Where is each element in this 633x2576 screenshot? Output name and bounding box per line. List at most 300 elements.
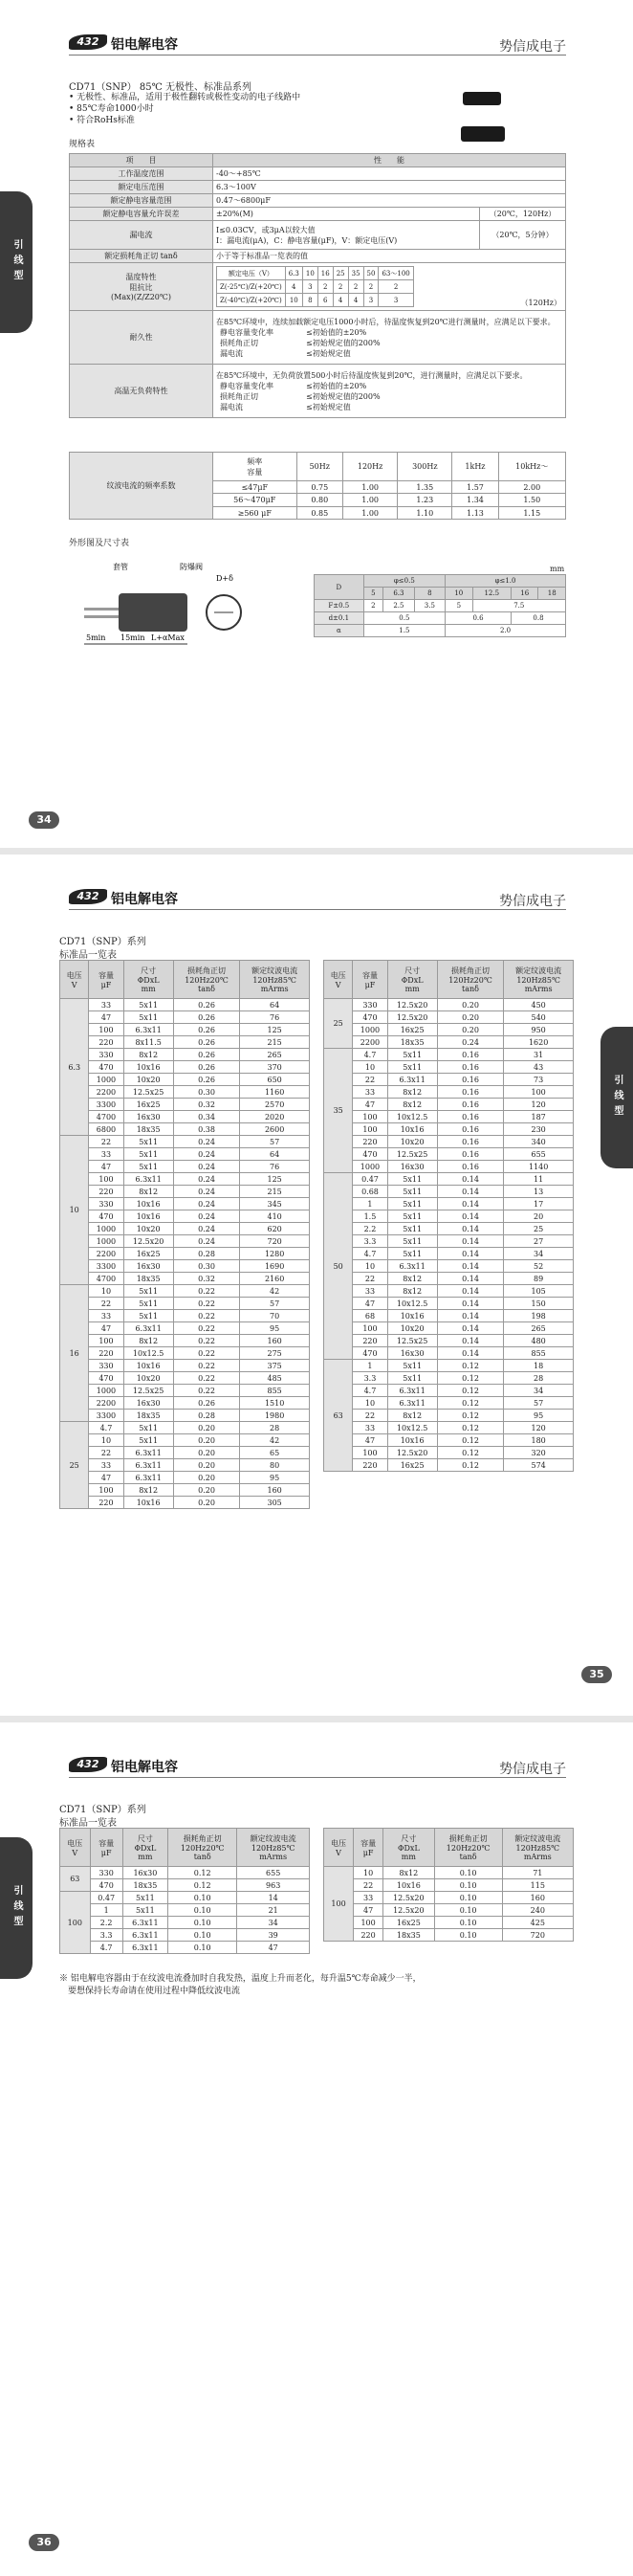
ripple-cell: 1.57 (452, 481, 498, 494)
table-cell: 265 (240, 1049, 310, 1061)
table-cell: 0.12 (437, 1459, 504, 1472)
table-cell: 0.16 (437, 1123, 504, 1136)
table-cell: 8x12 (383, 1867, 434, 1879)
table-cell: 470 (89, 1061, 123, 1074)
temp-cell: 4 (348, 294, 363, 307)
table-cell: 47 (354, 1904, 383, 1917)
table-cell: 2570 (240, 1099, 310, 1111)
table-row (324, 1086, 574, 1099)
table-cell: 0.20 (173, 1497, 240, 1509)
temp-cell (213, 263, 566, 311)
table-cell: 0.16 (437, 1148, 504, 1161)
dim-cell: d±0.1 (315, 612, 364, 625)
page-number: 34 (29, 811, 59, 829)
table-cell: 0.24 (173, 1198, 240, 1210)
table-row (60, 1223, 310, 1235)
table-cell: 160 (240, 1335, 310, 1347)
table-cell: 1980 (240, 1410, 310, 1422)
table-cell: 0.14 (437, 1186, 504, 1198)
dim-header: 12.5 (472, 588, 511, 600)
temp-cell: 3 (379, 294, 413, 307)
table-cell: 574 (504, 1459, 574, 1472)
table-cell: 16x25 (123, 1099, 173, 1111)
table-cell: 0.24 (173, 1173, 240, 1186)
capacitor-image (461, 126, 505, 142)
table-cell: 0.16 (437, 1099, 504, 1111)
voltage-cell: 16 (60, 1285, 89, 1422)
table-cell: 68 (353, 1310, 387, 1322)
table-cell: 425 (502, 1917, 573, 1929)
table-cell: 855 (504, 1347, 574, 1360)
dim-cell: 0.8 (511, 612, 565, 625)
table-cell: 10x20 (387, 1322, 437, 1335)
table-cell: 1690 (240, 1260, 310, 1273)
table-row (60, 1061, 310, 1074)
dim-label: 套管 (113, 563, 128, 571)
temp-cell: Z(-25℃)/Z(+20℃) (217, 280, 286, 294)
voltage-cell: 10 (60, 1136, 89, 1285)
table-cell: 64 (240, 1148, 310, 1161)
dim-cell: 5 (446, 600, 472, 612)
table-cell: 5x11 (387, 1049, 437, 1061)
table-cell: 5x11 (123, 1136, 173, 1148)
table-row (60, 1136, 310, 1148)
table-cell: 34 (504, 1248, 574, 1260)
table-cell: 0.26 (173, 1061, 240, 1074)
temp-cell: 8 (302, 294, 317, 307)
table-row (324, 1248, 574, 1260)
storage-item: 静电容量变化率 (220, 381, 273, 390)
table-cell: 0.38 (173, 1123, 240, 1136)
spec-label: 规格表 (69, 140, 96, 149)
table-cell: 8x12 (387, 1273, 437, 1285)
table-cell: 10 (353, 1061, 387, 1074)
table-cell: 10x20 (123, 1372, 173, 1385)
table-row (60, 1210, 310, 1223)
table-cell: 28 (240, 1422, 310, 1434)
side-tab: 引线型 (0, 191, 33, 333)
column-header: 损耗角正切 120Hz20℃ tanδ (434, 1829, 502, 1867)
endurance-text: 在85℃环境中，连续加载额定电压1000小时后，待温度恢复到20℃进行测量时，应满足以下要求。 (216, 317, 556, 326)
table-cell: 3300 (89, 1410, 123, 1422)
table-cell: 22 (89, 1447, 123, 1459)
spec-cell: ±20%(M) (213, 208, 480, 221)
brand-logo: 432 (69, 1757, 107, 1772)
table-cell: 6.3x11 (122, 1929, 167, 1942)
table-cell: 0.16 (437, 1086, 504, 1099)
table-row (60, 1335, 310, 1347)
table-row (324, 1867, 574, 1879)
table-cell: 655 (504, 1148, 574, 1161)
voltage-cell: 25 (324, 999, 353, 1049)
table-cell: 0.10 (434, 1879, 502, 1892)
table-cell: 10 (354, 1867, 383, 1879)
voltage-cell: 100 (324, 1867, 354, 1942)
temp-cell: 10 (285, 294, 302, 307)
table-cell: 485 (240, 1372, 310, 1385)
table-cell: 47 (89, 1161, 123, 1173)
table-row (60, 1385, 310, 1397)
table-cell: 33 (89, 1148, 123, 1161)
column-header: 容量 μF (354, 1829, 383, 1867)
table-cell: 12.5x20 (387, 999, 437, 1011)
table-cell: 220 (89, 1036, 123, 1049)
table-cell: 470 (353, 1347, 387, 1360)
table-row (60, 1198, 310, 1210)
table-cell: 410 (240, 1210, 310, 1223)
table-row (324, 1161, 574, 1173)
table-cell: 100 (353, 1123, 387, 1136)
table-row (324, 1011, 574, 1024)
table-cell: 8x12 (123, 1484, 173, 1497)
table-cell: 1280 (240, 1248, 310, 1260)
spec-cell: 小于等于标准品一览表的值 (213, 250, 566, 263)
table-cell: 0.24 (173, 1148, 240, 1161)
table-cell: 0.10 (434, 1904, 502, 1917)
table-cell: 57 (504, 1397, 574, 1410)
table-cell: 0.24 (173, 1223, 240, 1235)
feature-item: • 无极性、标准品，适用于极性翻转或极性变动的电子线路中 (69, 93, 301, 102)
table-cell: 470 (353, 1011, 387, 1024)
table-cell: 720 (240, 1235, 310, 1248)
table-cell: 0.22 (173, 1372, 240, 1385)
column-header: 电压 V (324, 961, 353, 999)
table-cell: 43 (504, 1061, 574, 1074)
table-cell: 12.5x20 (383, 1892, 434, 1904)
table-cell: 8x12 (387, 1410, 437, 1422)
table-cell: 73 (504, 1074, 574, 1086)
temp-cell: 3 (302, 280, 317, 294)
spec-cell: 额定静电容量范围 (70, 194, 213, 208)
table-cell: 10x16 (123, 1360, 173, 1372)
table-cell: 18x35 (123, 1123, 173, 1136)
table-cell: 5x11 (387, 1173, 437, 1186)
spec-cell: 漏电流 (70, 221, 213, 250)
table-cell: 187 (504, 1111, 574, 1123)
table-cell: 18 (504, 1360, 574, 1372)
table-row (324, 1310, 574, 1322)
table-row (324, 1879, 574, 1892)
table-row (324, 1074, 574, 1086)
voltage-cell: 100 (60, 1892, 91, 1954)
table-cell: 0.26 (173, 1074, 240, 1086)
table-cell: 5x11 (123, 1148, 173, 1161)
table-cell: 22 (353, 1410, 387, 1422)
table-row (60, 1360, 310, 1372)
table-row (60, 1173, 310, 1186)
column-header: 容量 μF (353, 961, 387, 999)
table-cell: 0.20 (173, 1434, 240, 1447)
table-cell: 100 (353, 1447, 387, 1459)
brand-logo: 432 (69, 889, 107, 904)
table-cell: 22 (89, 1136, 123, 1148)
table-cell: 18x35 (387, 1036, 437, 1049)
table-cell: 1.5 (353, 1210, 387, 1223)
table-cell: 4.7 (353, 1248, 387, 1260)
table-cell: 10 (89, 1285, 123, 1298)
voltage-cell: 6.3 (60, 999, 89, 1136)
table-row (60, 1484, 310, 1497)
table-row (60, 1298, 310, 1310)
ripple-header: 120Hz (343, 453, 398, 481)
storage-item: 损耗角正切 (220, 391, 258, 401)
table-cell: 76 (240, 1161, 310, 1173)
table-cell: 330 (89, 1049, 123, 1061)
series-title: CD71（SNP） 85℃ 无极性、标准品系列 (69, 82, 251, 93)
table-cell: 4.7 (353, 1385, 387, 1397)
table-cell: 220 (89, 1497, 123, 1509)
table-cell: 34 (237, 1917, 310, 1929)
table-cell: 17 (504, 1198, 574, 1210)
column-header: 额定纹波电流 120Hz85℃ mArms (237, 1829, 310, 1867)
temp-cell: 2 (379, 280, 413, 294)
dimension-table (314, 574, 566, 637)
table-cell: 5x11 (123, 1298, 173, 1310)
table-cell: 0.14 (437, 1248, 504, 1260)
table-cell: 20 (504, 1210, 574, 1223)
table-cell: 220 (353, 1459, 387, 1472)
table-cell: 47 (89, 1011, 123, 1024)
table-row (60, 1086, 310, 1099)
voltage-cell: 25 (60, 1422, 89, 1509)
table-cell: 21 (237, 1904, 310, 1917)
table-cell: 150 (504, 1298, 574, 1310)
spec-cell: 温度特性 阻抗比 (Max)(Z/Z20℃) (70, 263, 213, 311)
table-cell: 16x25 (387, 1024, 437, 1036)
dim-cell: 1.5 (363, 625, 445, 637)
lead-wire (84, 615, 119, 618)
ripple-cell: 2.00 (498, 481, 565, 494)
table-row (60, 1310, 310, 1322)
table-cell: 16x30 (387, 1347, 437, 1360)
table-row (324, 1385, 574, 1397)
column-header: 电压 V (60, 961, 89, 999)
table-row (60, 1099, 310, 1111)
table-cell: 0.20 (173, 1447, 240, 1459)
table-row (324, 1198, 574, 1210)
table-cell: 10x16 (123, 1198, 173, 1210)
table-cell: 0.30 (173, 1086, 240, 1099)
series-title: CD71（SNP）系列 (59, 1805, 146, 1815)
ripple-header: 300Hz (398, 453, 452, 481)
table-row (324, 1892, 574, 1904)
table-cell: 105 (504, 1285, 574, 1298)
table-cell: 5x11 (123, 1161, 173, 1173)
table-cell: 120 (504, 1422, 574, 1434)
table-cell: 0.22 (173, 1285, 240, 1298)
table-row (60, 1904, 310, 1917)
table-cell: 22 (353, 1074, 387, 1086)
temp-cell: 63～100 (379, 267, 413, 280)
table-cell: 0.10 (168, 1917, 237, 1929)
table-cell: 0.28 (173, 1248, 240, 1260)
dim-cell: F±0.5 (315, 600, 364, 612)
storage-text: 在85℃环境中，无负荷放置500小时后待温度恢复到20℃，进行测量时，应满足以下要求。 (216, 370, 528, 380)
temp-cell: 35 (348, 267, 363, 280)
table-cell: 265 (504, 1322, 574, 1335)
column-header: 尺寸 ΦDxL mm (387, 961, 437, 999)
table-cell: 18x35 (123, 1410, 173, 1422)
table-cell: 0.10 (168, 1892, 237, 1904)
table-cell: 0.22 (173, 1310, 240, 1322)
dim-cell: 2 (363, 600, 383, 612)
table-cell: 963 (237, 1879, 310, 1892)
table-cell: 0.26 (173, 1024, 240, 1036)
table-cell: 100 (89, 1024, 123, 1036)
storage-value: ≤初始规定值 (306, 402, 351, 411)
table-cell: 5x11 (123, 1011, 173, 1024)
endurance-value: ≤初始规定值的200% (306, 338, 381, 347)
table-cell: 5x11 (387, 1186, 437, 1198)
table-row (60, 1879, 310, 1892)
temp-cell: 6.3 (285, 267, 302, 280)
page-number: 36 (29, 2534, 59, 2551)
table-row (60, 1123, 310, 1136)
table-cell: 14 (237, 1892, 310, 1904)
table-cell: 0.20 (437, 1024, 504, 1036)
column-header: 尺寸 ΦDxL mm (122, 1829, 167, 1867)
table-cell: 5x11 (123, 1434, 173, 1447)
temp-cell: 2 (333, 280, 348, 294)
page-divider (0, 848, 633, 855)
table-cell: 28 (504, 1372, 574, 1385)
table-cell: 100 (89, 1484, 123, 1497)
company-name: 势信成电子 (499, 1762, 566, 1777)
table-cell: 5x11 (122, 1904, 167, 1917)
spec-cell: 工作温度范围 (70, 167, 213, 181)
voltage-cell: 63 (60, 1867, 91, 1892)
table-cell: 0.10 (434, 1917, 502, 1929)
table-cell: 31 (504, 1049, 574, 1061)
spec-cell: 0.47～6800μF (213, 194, 566, 208)
table-cell: 320 (504, 1447, 574, 1459)
table-row (60, 1410, 310, 1422)
table-cell: 0.22 (173, 1360, 240, 1372)
table-cell: 47 (353, 1099, 387, 1111)
table-cell: 1160 (240, 1086, 310, 1099)
table-cell: 16x30 (122, 1867, 167, 1879)
temp-cell: 2 (363, 280, 379, 294)
table-row (60, 1497, 310, 1509)
ripple-cell: 1.34 (452, 494, 498, 507)
capacitor-body (119, 593, 187, 632)
table-cell: 100 (354, 1917, 383, 1929)
table-cell: 5x11 (387, 1210, 437, 1223)
table-cell: 16x25 (383, 1917, 434, 1929)
spec-cell: （20℃，120Hz） (480, 208, 566, 221)
table-row (60, 1148, 310, 1161)
table-cell: 0.22 (173, 1335, 240, 1347)
table-cell: 10x16 (123, 1497, 173, 1509)
table-cell: 0.14 (437, 1223, 504, 1235)
table-cell: 1000 (353, 1161, 387, 1173)
brand-name: 铝电解电容 (111, 1760, 178, 1775)
table-cell: 2160 (240, 1273, 310, 1285)
table-cell: 0.22 (173, 1298, 240, 1310)
table-row (324, 1347, 574, 1360)
spec-cell: I≤0.03CV，或3μA以较大值 I：漏电流(μA)，C：静电容量(μF)，V：额定电压(V) (213, 221, 480, 250)
table-cell: 5x11 (387, 1372, 437, 1385)
table-cell: 6.3x11 (123, 1459, 173, 1472)
table-row (324, 1459, 574, 1472)
table-cell: 5x11 (122, 1892, 167, 1904)
ripple-cell: 1.50 (498, 494, 565, 507)
table-cell: 0.20 (173, 1422, 240, 1434)
table-cell: 375 (240, 1360, 310, 1372)
table-cell: 3.3 (90, 1929, 122, 1942)
dim-label: 15min (120, 633, 145, 642)
table-row (324, 1260, 574, 1273)
temp-cell: 2 (348, 280, 363, 294)
table-cell: 0.26 (173, 1049, 240, 1061)
table-cell: 12.5x25 (123, 1385, 173, 1397)
table-cell: 115 (502, 1879, 573, 1892)
table-cell: 855 (240, 1385, 310, 1397)
table-cell: 18x35 (123, 1273, 173, 1285)
table-row (324, 1422, 574, 1434)
table-cell: 0.10 (434, 1892, 502, 1904)
table-cell: 1140 (504, 1161, 574, 1173)
ripple-cell: 1.13 (452, 507, 498, 520)
table-cell: 160 (240, 1484, 310, 1497)
page-header (69, 34, 566, 56)
table-cell: 2200 (353, 1036, 387, 1049)
table-cell: 5x11 (123, 1285, 173, 1298)
table-cell: 12.5x25 (123, 1086, 173, 1099)
table-row (60, 1248, 310, 1260)
dim-header: φ≤1.0 (446, 575, 566, 588)
storage-value: ≤初始规定值的200% (306, 391, 381, 401)
table-row (60, 1049, 310, 1061)
table-cell: 22 (354, 1879, 383, 1892)
table-row (60, 1111, 310, 1123)
table-row (324, 1372, 574, 1385)
dim-cell: 3.5 (414, 600, 445, 612)
temp-cell: 50 (363, 267, 379, 280)
table-row (60, 1273, 310, 1285)
endurance-item: 静电容量变化率 (220, 327, 273, 337)
table-cell: 0.24 (437, 1036, 504, 1049)
table-cell: 5x11 (123, 1310, 173, 1322)
table-cell: 33 (353, 1086, 387, 1099)
table-row (324, 1335, 574, 1347)
table-cell: 12.5x20 (383, 1904, 434, 1917)
table-cell: 0.14 (437, 1260, 504, 1273)
dim-cell: 0.5 (363, 612, 445, 625)
table-cell: 0.14 (437, 1173, 504, 1186)
spec-header: 性 能 (213, 154, 566, 167)
table-cell: 340 (504, 1136, 574, 1148)
unit-label: mm (550, 565, 565, 573)
dim-cell: 0.6 (446, 612, 512, 625)
feature-list (69, 92, 300, 126)
capacitor-image (463, 92, 501, 105)
table-cell: 8x12 (123, 1186, 173, 1198)
table-cell: 100 (89, 1335, 123, 1347)
table-row (324, 1036, 574, 1049)
table-cell: 540 (504, 1011, 574, 1024)
column-header: 损耗角正切 120Hz20℃ tanδ (173, 961, 240, 999)
table-cell: 720 (502, 1929, 573, 1942)
dim-label: 5min (86, 633, 106, 642)
dim-label: D+δ (216, 574, 233, 583)
ripple-cell: 1.00 (343, 507, 398, 520)
table-cell: 0.28 (173, 1410, 240, 1422)
table-cell: 10x12.5 (387, 1111, 437, 1123)
outline-drawing (75, 560, 266, 655)
ripple-header: 10kHz～ (498, 453, 565, 481)
table-cell: 5x11 (387, 1248, 437, 1260)
